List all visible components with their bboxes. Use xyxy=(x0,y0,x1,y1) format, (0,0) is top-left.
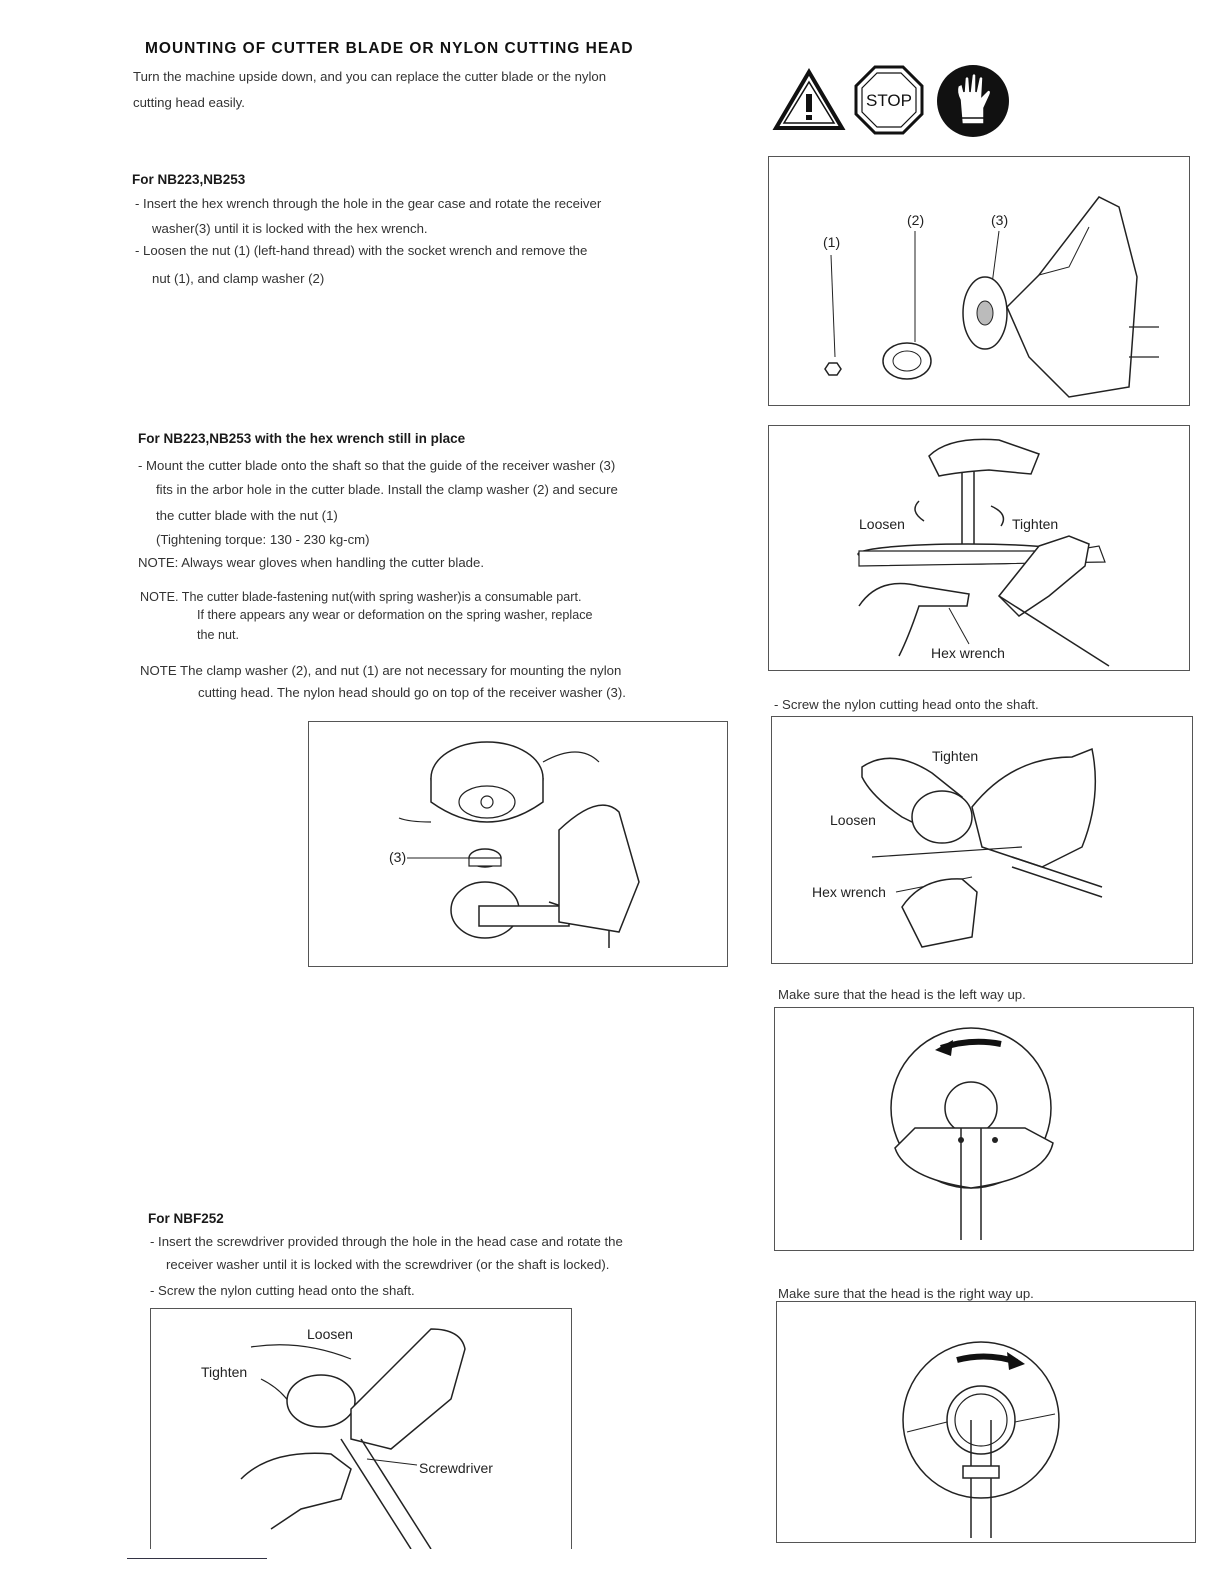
section2-line-4: (Tightening torque: 130 - 230 kg-cm) xyxy=(156,532,370,547)
section3-line-1: - Insert the screwdriver provided through the hole in the head case and rotate the xyxy=(150,1234,623,1249)
stop-icon xyxy=(853,64,925,136)
figure-nylon-head-shaft xyxy=(771,716,1193,964)
figure-exploded-parts xyxy=(768,156,1190,406)
figure-nbf252-screwdriver xyxy=(150,1308,572,1549)
fig3-caption: - Screw the nylon cutting head onto the shaft. xyxy=(774,697,1039,712)
intro-line-2: cutting head easily. xyxy=(133,95,245,110)
bottom-rule xyxy=(127,1558,267,1559)
figure-right-way-up xyxy=(776,1301,1196,1543)
intro-line-1: Turn the machine upside down, and you can replace the cutter blade or the nylon xyxy=(133,69,607,84)
gloves-icon xyxy=(934,62,1012,140)
fig3-loosen: Loosen xyxy=(830,812,876,828)
fig3-hex-wrench: Hex wrench xyxy=(812,884,886,900)
page-title: MOUNTING OF CUTTER BLADE OR NYLON CUTTING HEAD xyxy=(145,40,634,57)
note-consumable-2: If there appears any wear or deformation on the spring washer, replace xyxy=(197,608,593,622)
fig-nbf-tighten: Tighten xyxy=(201,1364,248,1380)
section1-heading: For NB223,NB253 xyxy=(132,172,246,187)
figure-hex-wrench-blade xyxy=(768,425,1190,671)
section1-line-3: - Loosen the nut (1) (left-hand thread) with the socket wrench and remove the xyxy=(135,243,588,258)
fig-nylon-label-3: (3) xyxy=(389,849,407,865)
fig-nbf-screwdriver: Screwdriver xyxy=(419,1460,493,1476)
nut-part xyxy=(825,363,841,375)
fig2-loosen: Loosen xyxy=(859,516,905,532)
fig1-label-1: (1) xyxy=(823,234,841,250)
fig1-label-3: (3) xyxy=(991,212,1009,228)
section2-line-1: - Mount the cutter blade onto the shaft so that the guide of the receiver washer (3) xyxy=(138,458,616,473)
fig3-tighten: Tighten xyxy=(932,748,979,764)
note-clamp-1: NOTE The clamp washer (2), and nut (1) are not necessary for mounting the nylon xyxy=(140,663,622,678)
note-consumable-3: the nut. xyxy=(197,628,240,642)
section2-line-2: fits in the arbor hole in the cutter blade. Install the clamp washer (2) and secure xyxy=(156,482,618,497)
note-gloves: NOTE: Always wear gloves when handling the cutter blade. xyxy=(138,555,484,570)
fig4-caption: Make sure that the head is the left way up. xyxy=(778,987,1026,1002)
fig2-hex-wrench: Hex wrench xyxy=(931,645,1005,661)
section3-heading: For NBF252 xyxy=(148,1211,224,1226)
fig5-caption: Make sure that the head is the right way up. xyxy=(778,1286,1034,1301)
note-clamp-2: cutting head. The nylon head should go on top of the receiver washer (3). xyxy=(198,685,626,700)
figure-left-way-up xyxy=(774,1007,1194,1251)
stop-text: STOP xyxy=(866,91,912,110)
fig2-tighten: Tighten xyxy=(1012,516,1059,532)
section1-line-4: nut (1), and clamp washer (2) xyxy=(152,271,325,286)
section3-line-2: receiver washer until it is locked with the screwdriver (or the shaft is locked). xyxy=(166,1257,610,1272)
section1-line-2: washer(3) until it is locked with the hex wrench. xyxy=(152,221,428,236)
section1-line-1: - Insert the hex wrench through the hole in the gear case and rotate the receiver xyxy=(135,196,602,211)
fig-nbf-loosen: Loosen xyxy=(307,1326,353,1342)
guard-drawing xyxy=(1007,197,1137,397)
clamp-washer-part xyxy=(883,343,931,379)
fig1-label-2: (2) xyxy=(907,212,925,228)
section3-line-3: - Screw the nylon cutting head onto the shaft. xyxy=(150,1283,415,1298)
warning-icon xyxy=(772,68,846,132)
section2-line-3: the cutter blade with the nut (1) xyxy=(156,508,338,523)
note-consumable-1: NOTE. The cutter blade-fastening nut(with spring washer)is a consumable part. xyxy=(140,590,582,604)
section2-heading: For NB223,NB253 with the hex wrench still in place xyxy=(138,431,466,446)
figure-nylon-head-exploded xyxy=(308,721,728,967)
